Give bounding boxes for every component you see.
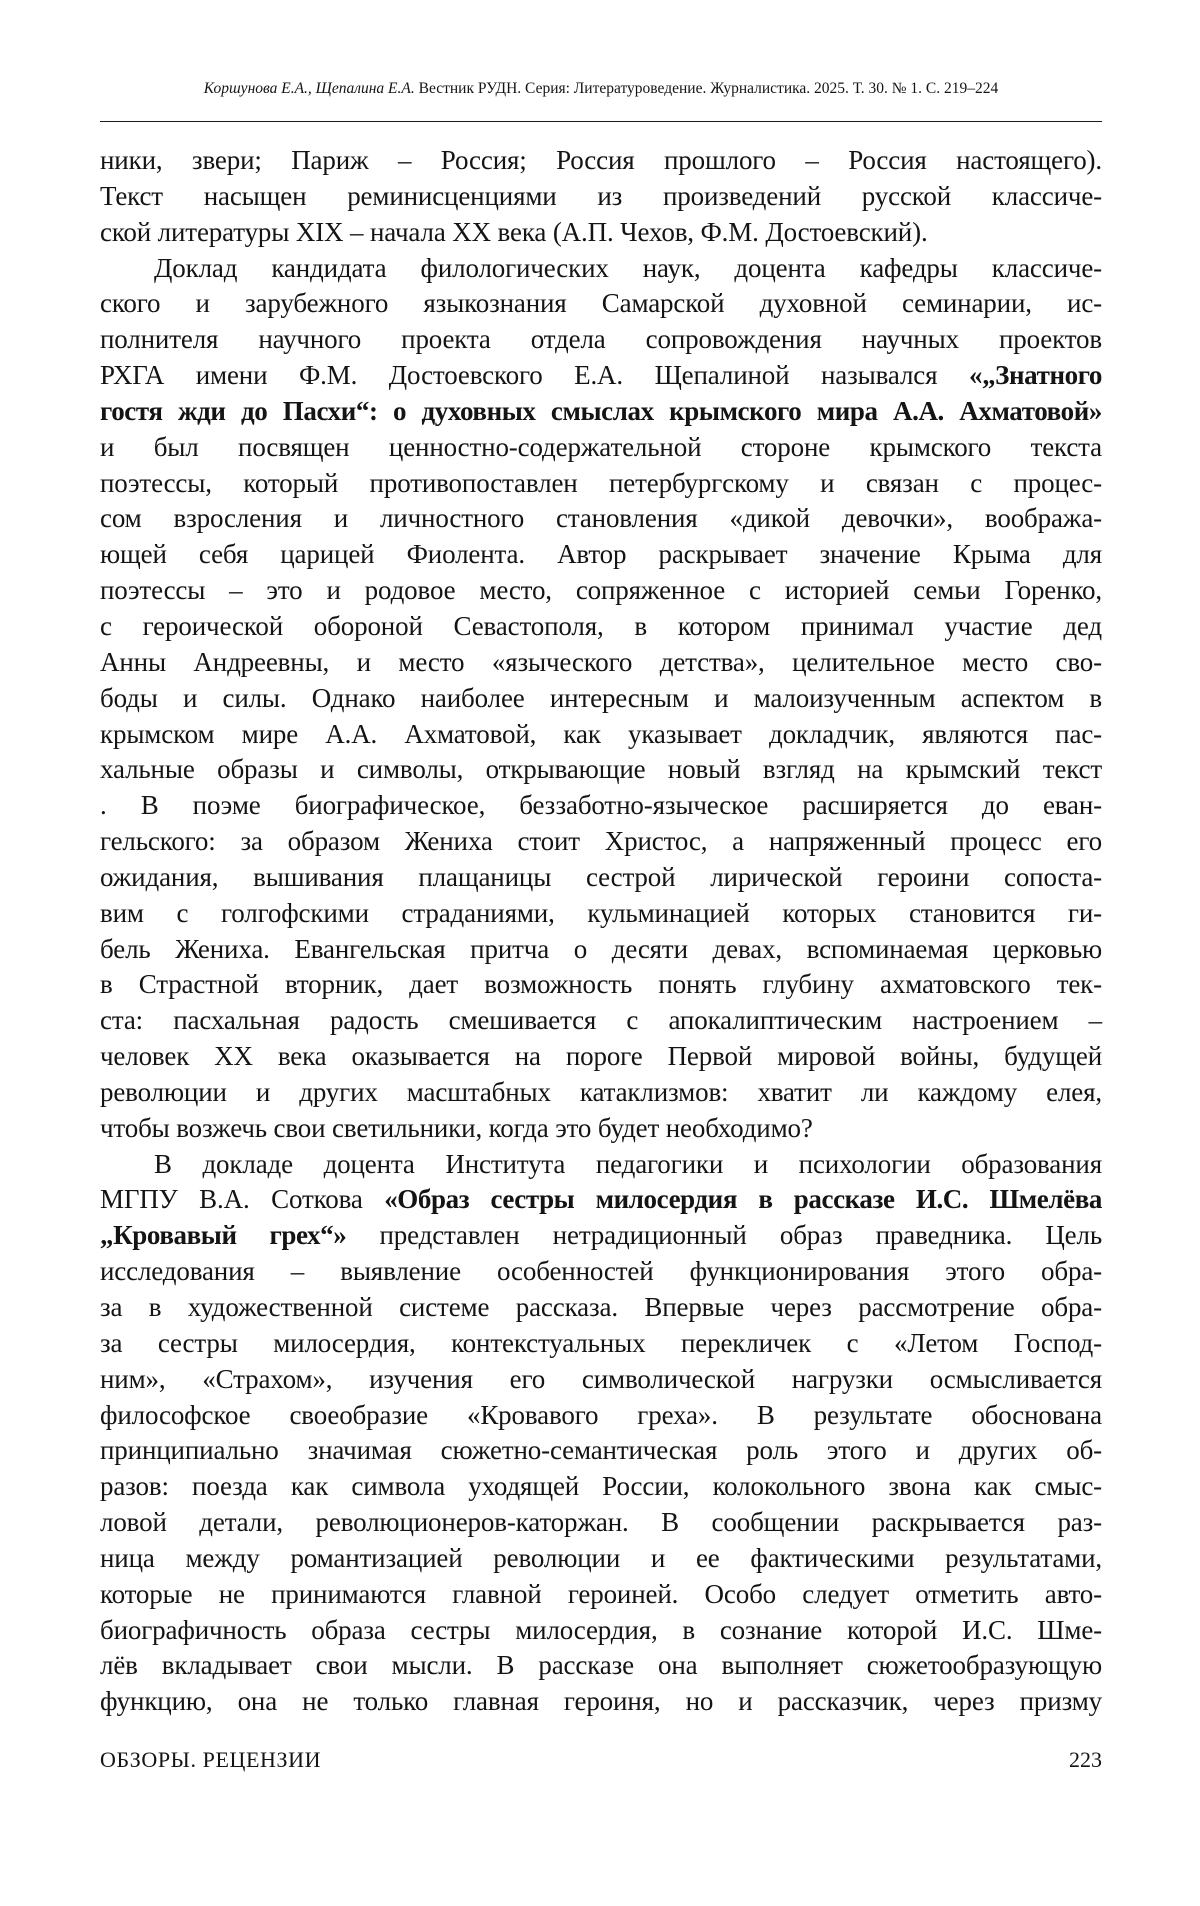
text-line: ница между романтизацией революции и ее фактическими результатами,: [100, 1541, 1102, 1577]
text-line: . В поэме биографическое, беззаботно-языческое расширяется до еван-: [100, 788, 1102, 824]
text-line: Текст насыщен реминисценциями из произведений русской классиче-: [100, 179, 1102, 215]
text-line: крымском мире А.А. Ахматовой, как указывает докладчик, являются пас-: [100, 717, 1102, 753]
report-title-bold: гостя жди до Пасхи“: о духовных смыслах крымского мира А.А. Ахматовой»: [100, 396, 1102, 426]
text-line: полнителя научного проекта отдела сопровождения научных проектов: [100, 322, 1102, 358]
text-line: [100, 1218, 1102, 1254]
text-line: ющей себя царицей Фиолента. Автор раскрывает значение Крыма для: [100, 537, 1102, 573]
text-line: ловой детали, революционеров-каторжан. В сообщении раскрывается раз-: [100, 1505, 1102, 1541]
text-line: ники, звери; Париж – Россия; Россия прошлого – Россия настоящего).: [100, 143, 1102, 179]
text-line: в Страстной вторник, дает возможность понять глубину ахматовского тек-: [100, 967, 1102, 1003]
text-line: философское своеобразие «Кровавого греха». В результате обоснована: [100, 1398, 1102, 1434]
text-fragment: представлен нетрадиционный образ праведника. Цель: [346, 1220, 1102, 1250]
report-title-bold: «„Знатного: [969, 360, 1102, 390]
text-line: которые не принимаются главной героиней. Особо следует отметить авто-: [100, 1577, 1102, 1613]
text-line: поэтессы – это и родовое место, сопряженное с историей семьи Горенко,: [100, 573, 1102, 609]
text-line: биографичность образа сестры милосердия, в сознание которой И.С. Шме-: [100, 1613, 1102, 1649]
text-line: В докладе доцента Института педагогики и психологии образования: [100, 1147, 1102, 1183]
text-line: ского и зарубежного языкознания Самарской духовной семинарии, ис-: [100, 286, 1102, 322]
article-body: [100, 143, 1102, 1720]
text-line: [100, 394, 1102, 430]
text-line: [100, 1182, 1102, 1218]
report-title-bold: „Кровавый грех“»: [100, 1220, 346, 1250]
text-line: хальные образы и символы, открывающие новый взгляд на крымский текст: [100, 752, 1102, 788]
text-line: революции и других масштабных катаклизмов: хватит ли каждому елея,: [100, 1075, 1102, 1111]
text-line: исследования – выявление особенностей функционирования этого обра-: [100, 1254, 1102, 1290]
text-line: лёв вкладывает свои мысли. В рассказе она выполняет сюжетообразующую: [100, 1648, 1102, 1684]
text-line: [100, 358, 1102, 394]
text-fragment: РХГА имени Ф.М. Достоевского Е.А. Щепалиной назывался: [100, 360, 969, 390]
page-number: 223: [1069, 1747, 1102, 1773]
text-line: ним», «Страхом», изучения его символической нагрузки осмысливается: [100, 1362, 1102, 1398]
text-line: функцию, она не только главная героиня, но и рассказчик, через призму: [100, 1684, 1102, 1720]
header-rule: [100, 121, 1102, 122]
text-line: Доклад кандидата филологических наук, доцента кафедры классиче-: [100, 251, 1102, 287]
text-line: ожидания, вышивания плащаницы сестрой лирической героини сопоста-: [100, 860, 1102, 896]
text-line: с героической обороной Севастополя, в котором принимал участие дед: [100, 609, 1102, 645]
text-line: Анны Андреевны, и место «языческого детства», целительное место сво-: [100, 645, 1102, 681]
text-line: ской литературы XIX – начала XX века (А.П. Чехов, Ф.М. Достоевский).: [100, 215, 1102, 251]
text-line: за сестры милосердия, контекстуальных перекличек с «Летом Господ-: [100, 1326, 1102, 1362]
text-line: бель Жениха. Евангельская притча о десяти девах, вспоминаемая церковью: [100, 932, 1102, 968]
text-line: гельского: за образом Жениха стоит Христос, а напряженный процесс его: [100, 824, 1102, 860]
running-head: [100, 79, 1102, 99]
section-title: ОБЗОРЫ. РЕЦЕНЗИИ: [100, 1747, 321, 1773]
text-line: за в художественной системе рассказа. Впервые через рассмотрение обра-: [100, 1290, 1102, 1326]
text-line: и был посвящен ценностно-содержательной стороне крымского текста: [100, 430, 1102, 466]
report-title-bold: «Образ сестры милосердия в рассказе И.С. Шмелёва: [384, 1184, 1102, 1214]
text-fragment: МГПУ В.А. Соткова: [100, 1184, 384, 1214]
text-line: чтобы возжечь свои светильники, когда это будет необходимо?: [100, 1111, 1102, 1147]
text-line: человек XX века оказывается на пороге Первой мировой войны, будущей: [100, 1039, 1102, 1075]
text-line: сом взросления и личностного становления «дикой девочки», вообража-: [100, 501, 1102, 537]
running-head-authors: Коршунова Е.А., Щепалина Е.А.: [204, 80, 415, 97]
text-line: вим с голгофскими страданиями, кульминацией которых становится ги-: [100, 896, 1102, 932]
text-line: принципиально значимая сюжетно-семантическая роль этого и других об-: [100, 1433, 1102, 1469]
running-head-citation: Вестник РУДН. Серия: Литературоведение. Журналистика. 2025. Т. 30. № 1. С. 219–224: [415, 80, 998, 97]
text-line: боды и силы. Однако наиболее интересным и малоизученным аспектом в: [100, 681, 1102, 717]
text-line: ста: пасхальная радость смешивается с апокалиптическим настроением –: [100, 1003, 1102, 1039]
text-line: поэтессы, который противопоставлен петербургскому и связан с процес-: [100, 466, 1102, 502]
text-line: разов: поезда как символа уходящей России, колокольного звона как смыс-: [100, 1469, 1102, 1505]
